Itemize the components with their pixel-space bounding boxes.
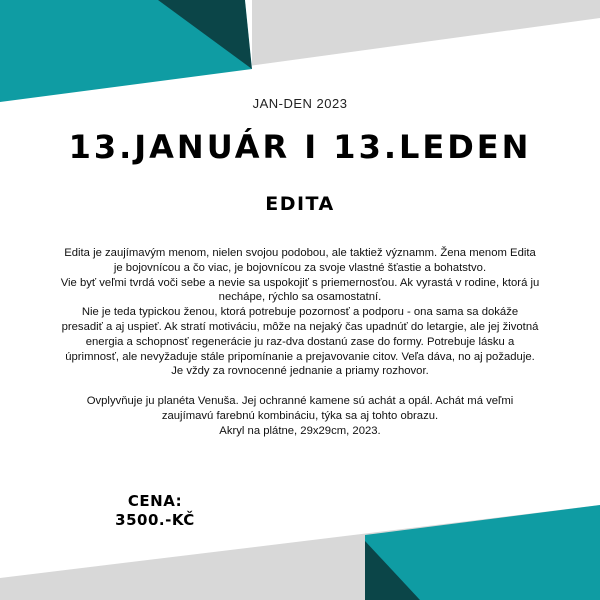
price-block xyxy=(105,492,205,530)
date-eyebrow: JAN-DEN 2023 xyxy=(252,96,348,111)
page-title: 13.JANUÁR I 13.LEDEN xyxy=(68,128,532,166)
description-paragraph: Vie byť veľmi tvrdá voči sebe a nevie sa uspokojiť s priemernosťou. Ak vyrastá v rodine, ktorá ju nechápe, rýchlo sa osamostatní. xyxy=(60,276,540,304)
description-paragraph: Ovplyvňuje ju planéta Venuša. Jej ochranné kamene sú achát a opál. Achát má veľmi zaujímavú farebnú kombináciu, týka sa aj tohto obrazu. xyxy=(86,394,514,422)
name-heading: EDITA xyxy=(265,193,335,215)
paragraph-gap xyxy=(60,379,540,394)
description xyxy=(60,246,540,438)
description-paragraph: Akryl na plátne, 29x29cm, 2023. xyxy=(219,424,381,437)
price-value: 3500.-KČ xyxy=(115,511,195,529)
description-paragraph: Edita je zaujímavým menom, nielen svojou podobou, ale taktiež významm. Žena menom Edita je bojovnícou a čo viac, je bojovnícou za svoje vlastné šťastie a bohatstvo. xyxy=(64,247,536,274)
description-paragraph: Nie je teda typickou ženou, ktorá potrebuje pozornosť a podporu - ona sama sa dokáže presadiť a aj uspieť. Ak stratí motiváciu, môže na nejaký čas upadnúť do letargie, ale jej životná energia a schopnosť regenerácie ju raz-dva dostanú zase do formy. Potrebuje lásku a úprimnosť, ale nevyžaduje stále pripomínanie a prejavovanie citov. Veľa dáva, no aj požaduje. Je vždy za rovnocenné jednanie a priamy rozhovor. xyxy=(61,306,539,378)
price-label: CENA: xyxy=(127,492,183,510)
